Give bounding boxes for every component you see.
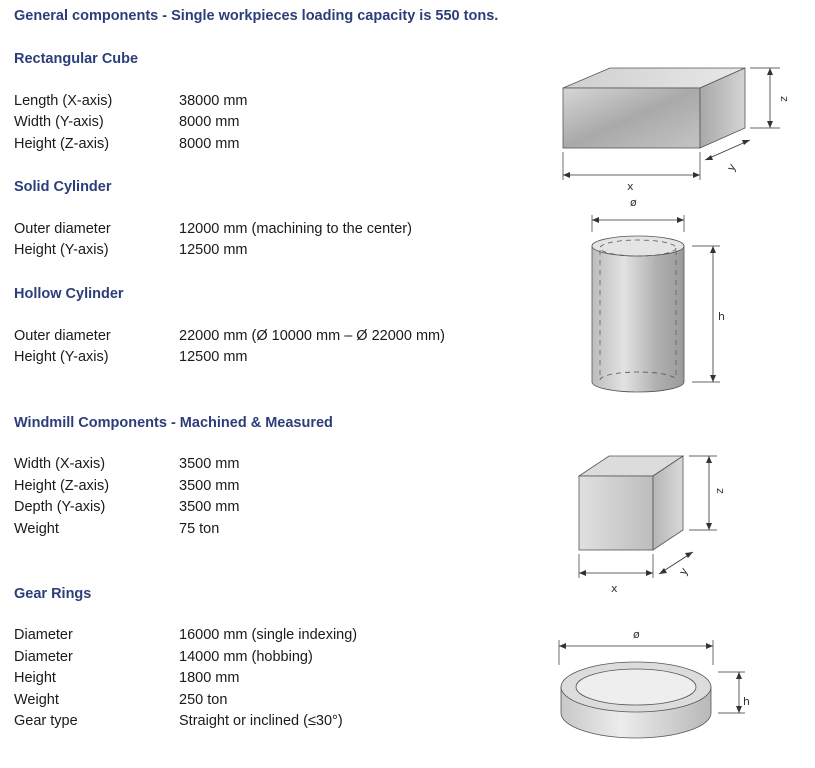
gear-ring-diagram (553, 625, 763, 745)
section-heading-rectangular-cube: Rectangular Cube (14, 51, 139, 67)
spec-value: 16000 mm (single indexing) (179, 627, 358, 643)
cylinder-diameter-label: ø (630, 196, 637, 209)
page-title: General components - Single workpieces loading capacity is 550 tons. (14, 8, 499, 24)
section-heading-solid-cylinder: Solid Cylinder (14, 179, 112, 195)
spec-label: Width (X-axis) (14, 456, 106, 472)
spec-value: 22000 mm (Ø 10000 mm – Ø 22000 mm) (179, 328, 445, 344)
spec-value: 12500 mm (179, 349, 248, 365)
windmill-z-label: z (714, 488, 727, 494)
cube-z-label: z (778, 96, 791, 102)
section-heading-windmill-components: Windmill Components - Machined & Measured (14, 415, 333, 431)
spec-value: 38000 mm (179, 93, 248, 109)
cylinder-height-label: h (718, 310, 725, 323)
spec-label: Outer diameter (14, 221, 111, 237)
spec-label: Height (Z-axis) (14, 478, 110, 494)
spec-label: Height (Z-axis) (14, 136, 110, 152)
spec-label: Diameter (14, 627, 73, 643)
spec-value: 75 ton (179, 521, 220, 537)
windmill-y-label: y (676, 565, 691, 578)
cube-x-label: x (627, 180, 634, 193)
spec-label: Length (X-axis) (14, 93, 113, 109)
spec-value: 12000 mm (machining to the center) (179, 221, 412, 237)
ring-diameter-label: ø (633, 628, 640, 641)
spec-value: 3500 mm (179, 478, 240, 494)
spec-label: Diameter (14, 649, 73, 665)
windmill-x-label: x (611, 582, 618, 595)
spec-label: Weight (14, 692, 59, 708)
spec-value: 8000 mm (179, 114, 240, 130)
spec-value: 12500 mm (179, 242, 248, 258)
section-heading-gear-rings: Gear Rings (14, 586, 92, 602)
spec-value: 8000 mm (179, 136, 240, 152)
spec-value: 250 ton (179, 692, 228, 708)
spec-label: Height (Y-axis) (14, 242, 109, 258)
spec-label: Weight (14, 521, 59, 537)
spec-label: Outer diameter (14, 328, 111, 344)
ring-height-label: h (743, 695, 750, 708)
cube-y-label: y (724, 161, 739, 174)
spec-value: Straight or inclined (≤30°) (179, 713, 343, 729)
spec-value: 3500 mm (179, 499, 240, 515)
spec-value: 3500 mm (179, 456, 240, 472)
spec-label: Height (Y-axis) (14, 349, 109, 365)
spec-value: 14000 mm (hobbing) (179, 649, 313, 665)
spec-value: 1800 mm (179, 670, 240, 686)
spec-label: Height (14, 670, 56, 686)
spec-label: Depth (Y-axis) (14, 499, 106, 515)
spec-label: Gear type (14, 713, 78, 729)
windmill-cube-diagram (575, 452, 735, 602)
cylinder-diagram (580, 190, 740, 400)
cube-diagram (555, 60, 795, 200)
spec-label: Width (Y-axis) (14, 114, 104, 130)
section-heading-hollow-cylinder: Hollow Cylinder (14, 286, 124, 302)
